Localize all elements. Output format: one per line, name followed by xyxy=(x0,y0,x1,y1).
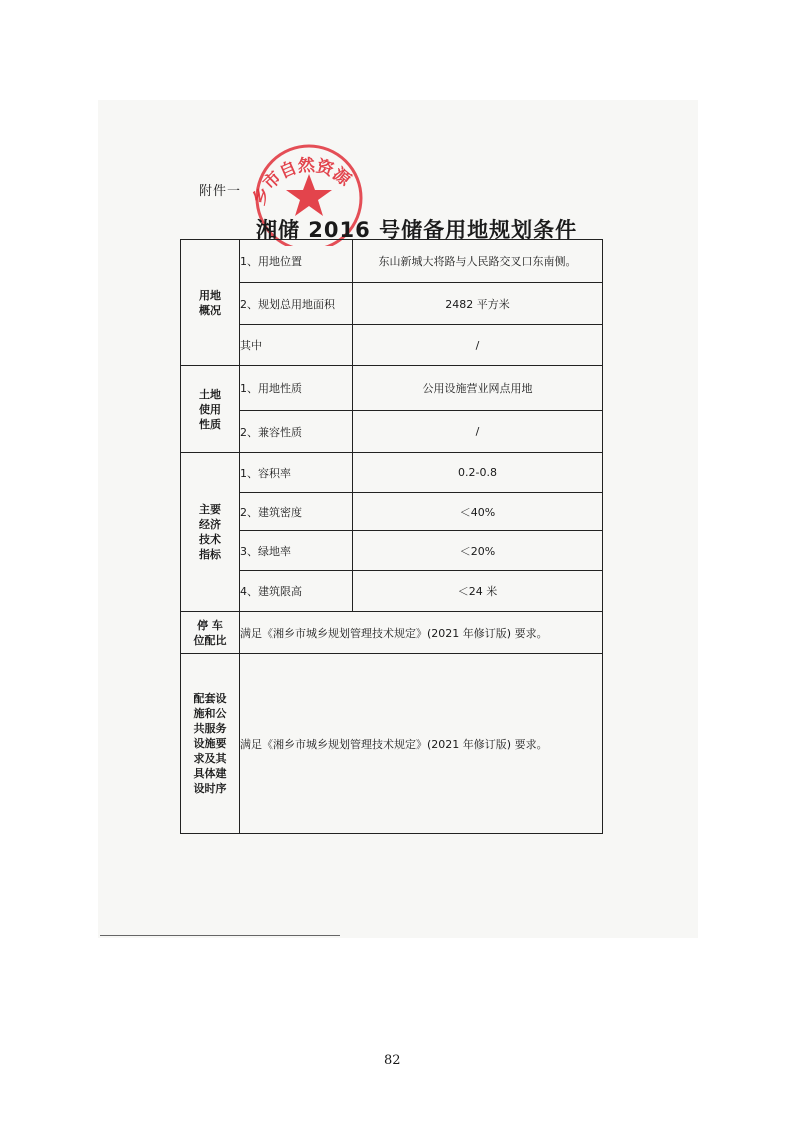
item-value: ＜20% xyxy=(353,531,603,571)
category-parking: 停 车 位配比 xyxy=(181,612,240,654)
category-land-use: 土地 使用 性质 xyxy=(181,366,240,453)
item-value: 2482 平方米 xyxy=(353,283,603,325)
table-row xyxy=(181,283,603,325)
table-row xyxy=(181,571,603,612)
item-label: 3、绿地率 xyxy=(240,531,353,571)
parking-requirement: 满足《湘乡市城乡规划管理技术规定》(2021 年修订版) 要求。 xyxy=(240,612,603,654)
category-tech-indicators: 主要 经济 技术 指标 xyxy=(181,453,240,612)
table-row xyxy=(181,531,603,571)
table-row xyxy=(181,366,603,411)
table-row xyxy=(181,453,603,493)
item-label: 1、用地位置 xyxy=(240,240,353,283)
item-value: / xyxy=(353,325,603,366)
table-row xyxy=(181,493,603,531)
item-value: 0.2-0.8 xyxy=(353,453,603,493)
item-label: 4、建筑限高 xyxy=(240,571,353,612)
table-row xyxy=(181,325,603,366)
divider-line xyxy=(100,935,340,936)
item-label: 2、规划总用地面积 xyxy=(240,283,353,325)
item-value: 东山新城大将路与人民路交叉口东南侧。 xyxy=(353,240,603,283)
table-row xyxy=(181,240,603,283)
item-label: 1、用地性质 xyxy=(240,366,353,411)
category-facilities: 配套设 施和公 共服务 设施要 求及其 具体建 设时序 xyxy=(181,654,240,834)
item-label: 其中 xyxy=(240,325,353,366)
item-label: 1、容积率 xyxy=(240,453,353,493)
planning-conditions-table xyxy=(180,239,603,834)
item-value: ＜40% xyxy=(353,493,603,531)
table-row xyxy=(181,654,603,834)
category-land-overview: 用地 概况 xyxy=(181,240,240,366)
table-row xyxy=(181,612,603,654)
seal-text: 乡市自然资源 xyxy=(249,155,355,209)
attachment-label: 附件一 xyxy=(199,184,242,199)
item-value: / xyxy=(353,411,603,453)
item-label: 2、建筑密度 xyxy=(240,493,353,531)
table-row xyxy=(181,411,603,453)
item-value: ＜24 米 xyxy=(353,571,603,612)
document-title: 湘储 2016 号储备用地规划条件 xyxy=(256,218,578,242)
page-number: 82 xyxy=(384,1053,401,1068)
facilities-requirement: 满足《湘乡市城乡规划管理技术规定》(2021 年修订版) 要求。 xyxy=(240,654,603,834)
star-icon xyxy=(286,174,332,216)
item-label: 2、兼容性质 xyxy=(240,411,353,453)
item-value: 公用设施营业网点用地 xyxy=(353,366,603,411)
